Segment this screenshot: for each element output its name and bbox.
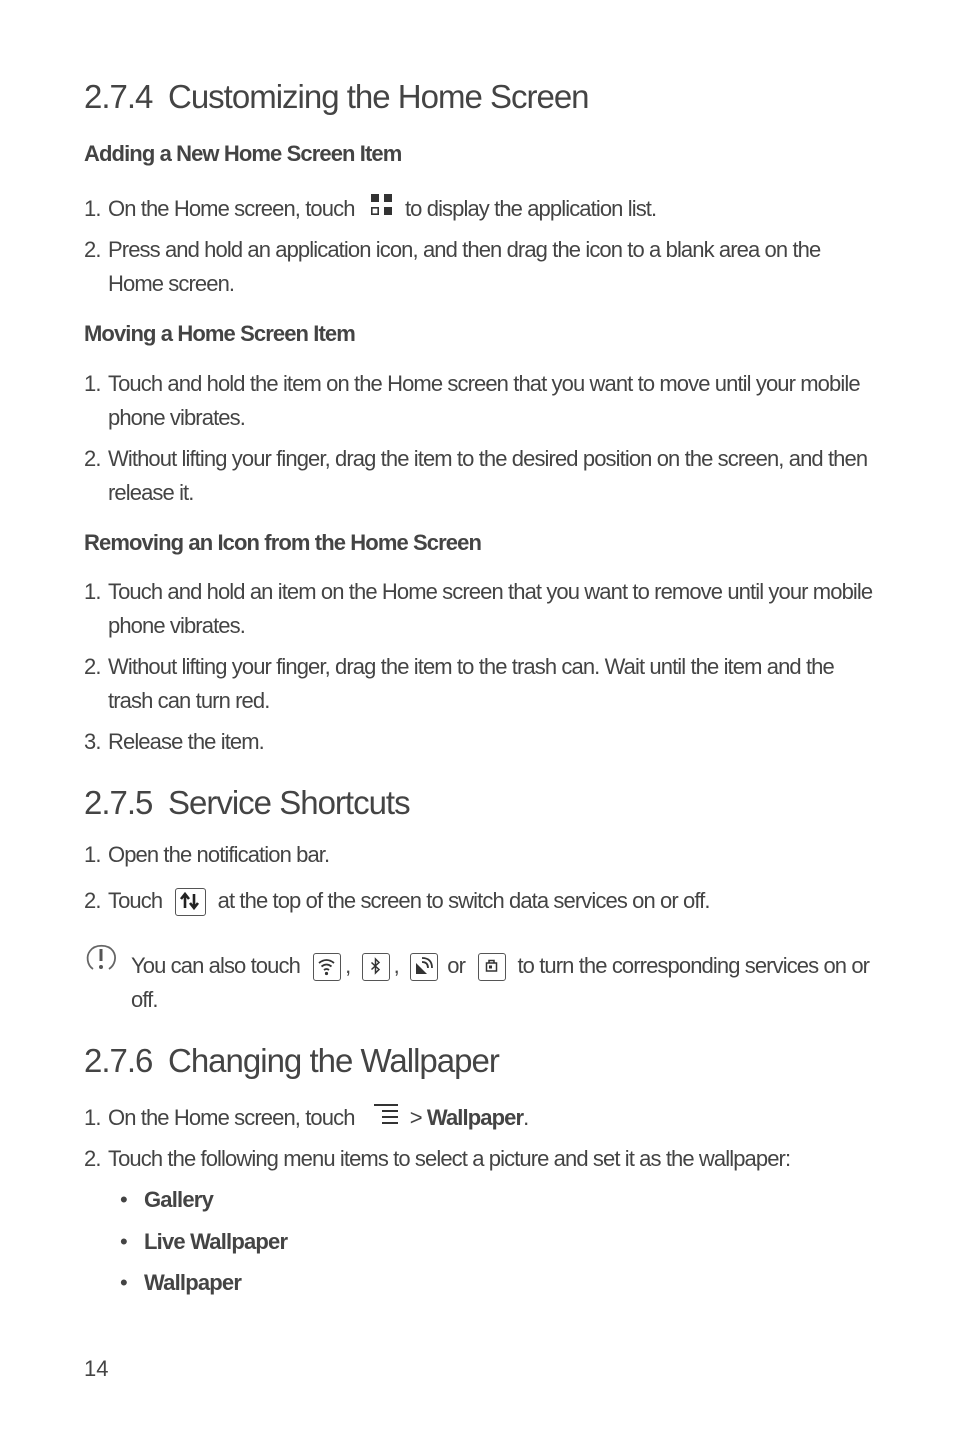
section-heading-2-7-6: 2.7.6 Changing the Wallpaper xyxy=(84,1042,499,1079)
data-toggle-icon xyxy=(175,888,206,916)
list-item: 2. Touch at the top of the screen to switch data services on or off. xyxy=(84,884,874,918)
note-icon xyxy=(84,943,118,983)
wifi-icon xyxy=(313,953,341,981)
bullet-item-live-wallpaper: • Live Wallpaper xyxy=(120,1229,288,1254)
list-item: 2. Without lifting your finger, drag the item to the trash can. Wait until the item and the trash can turn red. xyxy=(84,654,834,713)
list-item: 2. Touch the following menu items to select a picture and set it as the wallpaper: xyxy=(84,1146,791,1171)
list-item: 1. On the Home screen, touch to display the application list. xyxy=(84,192,874,227)
section-title: Customizing the Home Screen xyxy=(168,78,589,115)
section-heading-2-7-4: 2.7.4 Customizing the Home Screen xyxy=(84,78,589,115)
list-item: 1. Open the notification bar. xyxy=(84,842,330,867)
subheading-removing-icon: Removing an Icon from the Home Screen xyxy=(84,530,482,555)
sync-icon xyxy=(478,953,506,981)
subheading-adding-item: Adding a New Home Screen Item xyxy=(84,141,402,166)
menu-icon xyxy=(372,1102,400,1136)
list-item: 1. Touch and hold the item on the Home screen that you want to move until your mobile phone vibrates. xyxy=(84,371,860,430)
gps-icon xyxy=(410,953,438,981)
list-item: 2. Press and hold an application icon, and then drag the icon to a blank area on the Home screen. xyxy=(84,237,821,296)
list-item: 2. Without lifting your finger, drag the item to the desired position on the screen, and then release it. xyxy=(84,446,868,505)
tip-note: You can also touch , , or to turn the corresponding services on or off. xyxy=(84,949,874,1017)
list-item: 3. Release the item. xyxy=(84,729,264,754)
bluetooth-icon xyxy=(362,953,390,981)
section-heading-2-7-5: 2.7.5 Service Shortcuts xyxy=(84,784,410,821)
apps-grid-icon xyxy=(370,193,394,227)
list-item: 1. On the Home screen, touch > Wallpaper. xyxy=(84,1101,874,1136)
list-item: 1. Touch and hold an item on the Home screen that you want to remove until your mobile phone vibrates. xyxy=(84,579,873,638)
bullet-item-gallery: • Gallery xyxy=(120,1187,214,1212)
bullet-item-wallpaper: • Wallpaper xyxy=(120,1270,242,1295)
subheading-moving-item: Moving a Home Screen Item xyxy=(84,321,355,346)
page-number: 14 xyxy=(84,1356,109,1381)
section-title: Changing the Wallpaper xyxy=(168,1042,499,1079)
section-title: Service Shortcuts xyxy=(168,784,410,821)
